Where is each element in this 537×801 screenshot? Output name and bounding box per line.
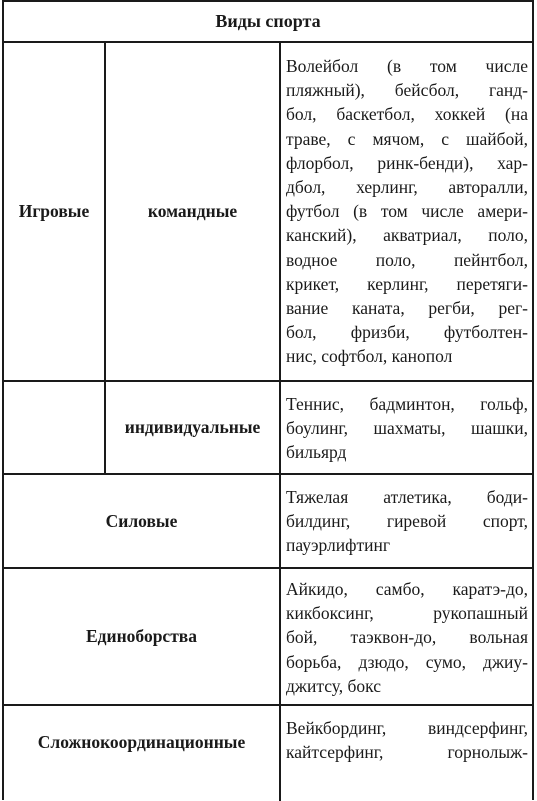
sports-list-line: бол, баскетбол, хоккей (на [286,104,528,125]
sports-list-line: бой, таэквон-до, вольная [286,627,528,648]
sports-list-line: крикет, керлинг, перетяги- [286,273,528,294]
sports-list [286,485,528,558]
sports-list-line: водное поло, пейнтбол, [286,249,528,270]
sports-list [286,392,528,465]
subcategory-label: индивидуальные [124,417,261,437]
sports-list-line: пауэрлифтинг [286,535,391,556]
column-divider-right [279,41,281,801]
subcategory-label: командные [147,201,238,221]
table-header: Виды спорта [215,10,321,31]
sports-list-line: Волейбол (в том числе [286,56,528,76]
category-label [4,382,104,473]
sports-list-line: нис, софтбол, канопол [286,346,453,367]
sports-list-line: дбол, херлинг, авторалли, [286,177,528,198]
sports-list-line: джитсу, бокс [286,675,381,696]
sports-list-line: борьба, дзюдо, сумо, джиу- [286,651,528,672]
sports-list-line: боулинг, шахматы, шашки, [286,418,528,439]
sports-list-line: бильярд [286,442,347,463]
sports-list-line: флорбол, ринк-бенди), хар- [286,152,528,173]
sports-list-line: кикбоксинг, рукопашный [286,603,528,624]
sports-list-line: бол, фризби, футболтен- [286,322,528,343]
sports-list-line: билдинг, гиревой спорт, [286,511,528,532]
sports-list-line: траве, с мячом, с шайбой, [286,128,528,149]
sports-list-line: футбол (в том числе амери- [286,201,528,222]
category-label: Единоборства [85,626,197,646]
sports-list [286,54,528,369]
sports-list-line: кайтсерфинг, горнолыж- [286,742,528,763]
sports-list-line: пляжный), бейсбол, ганд- [286,80,528,101]
sports-list-line: Айкидо, самбо, каратэ-до, [286,579,528,599]
sports-list-line: канский), акватриал, поло, [286,225,528,246]
sports-list-line: Тяжелая атлетика, боди- [286,487,528,507]
sports-list-line: вание каната, регби, рег- [286,298,528,319]
sports-list [286,716,528,764]
sports-list-line: Вейкбординг, виндсерфинг, [286,718,528,738]
category-label: Силовые [105,510,178,531]
category-label: Сложнокоординационные [37,731,246,752]
sports-list [286,577,528,698]
sports-list-line: Теннис, бадминтон, гольф, [286,394,528,414]
category-label: Игровые [18,201,90,221]
